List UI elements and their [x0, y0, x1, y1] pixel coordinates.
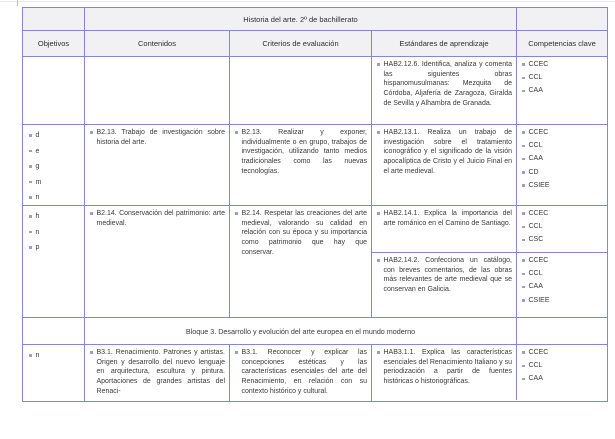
estandar [376, 60, 512, 109]
estandares-competencias-group [372, 125, 607, 205]
bullet-icon [377, 351, 380, 354]
competencia [521, 269, 603, 279]
section-title: Bloque 3. Desarrollo y evolución del arte europea en el mundo moderno [85, 318, 517, 344]
contenidos [89, 128, 225, 147]
competencia-text: CAA [528, 155, 543, 163]
objetivos-cell [23, 57, 85, 124]
bullet-icon [522, 131, 525, 134]
competencia [521, 209, 603, 219]
title-row-empty-left [23, 8, 85, 30]
objetivos-cell [23, 206, 85, 317]
competencia-text: CCEC [528, 129, 549, 136]
bullet-icon [522, 259, 525, 262]
section-row-empty-left [23, 318, 85, 344]
bullet-icon [522, 212, 525, 215]
objetivos [28, 131, 80, 141]
col-header-objetivos: Objetivos [23, 31, 85, 56]
objetivos-cell [23, 345, 85, 401]
contenidos-cell [85, 206, 230, 317]
competencia [521, 73, 603, 83]
table-title-row [23, 8, 607, 31]
bullet-icon [90, 212, 93, 215]
criterios-text: B2.14. Respetar las creaciones del arte medieval, valorando su calidad en relación con su época y su importancia como patrimonio que hay que conservar. [241, 210, 367, 256]
estandar-cell [372, 57, 517, 124]
estandar-cell [372, 345, 517, 400]
competencia [521, 374, 603, 384]
competencia-text: CCL [528, 270, 543, 278]
bullet-icon [29, 134, 32, 137]
contenidos [89, 348, 225, 397]
bullet-icon [29, 150, 32, 153]
estandar-subrow [372, 253, 607, 317]
objetivos-text: g [35, 163, 40, 170]
competencias-cell [517, 345, 607, 400]
objetivos [28, 162, 80, 172]
competencia-text: CD [528, 168, 539, 176]
estandares-competencias-group [372, 345, 607, 401]
bullet-icon [29, 354, 32, 357]
competencia-text: CAA [528, 283, 543, 291]
bullet-icon [522, 158, 525, 161]
bullet-icon [522, 171, 525, 174]
estandar-subrow [372, 125, 607, 205]
bullet-icon [235, 351, 238, 354]
competencia [521, 222, 603, 232]
col-header-estandares: Estándares de aprendizaje [372, 31, 517, 56]
competencia-text: CCL [528, 362, 543, 370]
competencia [521, 256, 603, 266]
objetivos [28, 243, 80, 253]
estandar [376, 128, 512, 177]
bullet-icon [522, 351, 525, 354]
estandares-competencias-group [372, 57, 607, 124]
bullet-icon [90, 351, 93, 354]
estandar-subrow [372, 345, 607, 400]
objetivos [28, 212, 80, 222]
bullet-icon [377, 259, 380, 262]
competencia-text: CSIEE [528, 296, 550, 304]
objetivos [28, 228, 80, 238]
estandar [376, 348, 512, 387]
bullet-icon [235, 131, 238, 134]
competencia [521, 168, 603, 178]
bullet-icon [29, 215, 32, 218]
col-header-contenidos: Contenidos [85, 31, 230, 56]
criterios-cell [230, 345, 372, 401]
competencia [521, 282, 603, 292]
col-header-criterios: Criterios de evaluación [230, 31, 372, 56]
bullet-icon [522, 299, 525, 302]
criterios-text: B2.13. Realizar y exponer, individualmente o en grupo, trabajos de investigación, utilizando tanto medios tradicionales como las nuevas tecnologías. [241, 129, 367, 175]
competencia [521, 141, 603, 151]
bullet-icon [522, 63, 525, 66]
estandar [376, 209, 512, 228]
competencia-text: CCEC [528, 257, 549, 264]
criterios-text: B3.1. Reconocer y explicar las concepciones estéticas y las características esenciales del arte del Renacimiento, en relación con su contexto histórico y cultural. [241, 349, 367, 395]
bullet-icon [29, 196, 32, 199]
estandar-cell [372, 253, 517, 317]
table-row [23, 57, 607, 125]
objetivos-text: h [35, 213, 40, 220]
bullet-icon [522, 77, 525, 80]
competencia-text: CCL [528, 74, 543, 82]
estandar-text: HAB2.12.6. Identifica, analiza y comenta las siguientes obras hispanomusulmanas: Mezquita de Córdoba, Aljafería de Zaragoza, Giralda de Sevilla y Alhambra de Granada. [383, 61, 512, 107]
bullet-icon [522, 90, 525, 93]
bullet-icon [522, 145, 525, 148]
competencia-text: CSIEE [528, 181, 550, 189]
objetivos [28, 147, 80, 157]
estandar-text: HAB2.14.1. Explica la importancia del arte románico en el Camino de Santiago. [383, 210, 512, 227]
bullet-icon [235, 212, 238, 215]
criterios-cell [230, 206, 372, 317]
criterios-cell [230, 57, 372, 124]
bullet-icon [90, 131, 93, 134]
competencia-text: CCL [528, 142, 543, 150]
estandar-cell [372, 125, 517, 205]
competencia-text: CCEC [528, 210, 549, 217]
objetivos-text: p [35, 244, 40, 251]
objetivos-cell [23, 125, 85, 205]
criterios [234, 209, 367, 258]
bullet-icon [29, 181, 32, 184]
estandar-text: HAB2.13.1. Realiza un trabajo de investigación sobre el tratamiento iconográfico y el significado de la visión apocalíptica de Cristo y el Juicio Final en el arte medieval. [383, 129, 512, 175]
bullet-icon [377, 131, 380, 134]
title-row-empty-right [517, 8, 607, 30]
curriculum-table [22, 7, 608, 402]
competencia [521, 361, 603, 371]
competencia [521, 154, 603, 164]
page-top-rule [0, 1, 615, 2]
bullet-icon [377, 212, 380, 215]
section-row-empty-right [517, 318, 607, 344]
contenidos-cell [85, 345, 230, 401]
objetivos [28, 178, 80, 188]
column-header-row [23, 31, 607, 57]
competencia [521, 86, 603, 96]
competencia-text: CCL [528, 223, 543, 231]
bullet-icon [29, 231, 32, 234]
objetivos-text: n [35, 194, 40, 201]
competencia-text: CSC [528, 236, 544, 244]
bullet-icon [522, 184, 525, 187]
competencia [521, 296, 603, 306]
competencia [521, 348, 603, 358]
objetivos-text: d [35, 132, 40, 139]
bullet-icon [377, 63, 380, 66]
objetivos [28, 193, 80, 203]
competencias-cell [517, 253, 607, 317]
bullet-icon [522, 226, 525, 229]
estandar-text: HAB3.1.1. Explica las características esenciales del Renacimiento Italiano y su periodización a partir de fuentes históricas o historiográficas. [383, 349, 512, 386]
contenidos-text: B2.14. Conservación del patrimonio: arte medieval. [96, 210, 225, 227]
bullet-icon [522, 286, 525, 289]
estandar-text: HAB2.14.2. Confecciona un catálogo, con breves comentarios, de las obras más relevantes de arte medieval que se conservan en Galicia. [383, 257, 512, 294]
col-header-competencias: Competencias clave [517, 31, 607, 56]
objetivos-text: e [35, 147, 40, 155]
contenidos-text: B3.1. Renacimiento. Patrones y artistas. Origen y desarrollo del nuevo lenguaje en arquitectura, escultura y pintura. Aportaciones de grandes artistas del Renaci- [96, 349, 225, 395]
table-row [23, 206, 607, 318]
objetivos-text: n [35, 228, 40, 236]
table-title: Historia del arte. 2º de bachillerato [85, 8, 517, 30]
contenidos-cell [85, 57, 230, 124]
estandar-subrow [372, 206, 607, 253]
competencia-text: CCEC [528, 349, 549, 356]
objetivos-text: n [35, 352, 40, 359]
competencia-text: CAA [528, 375, 543, 383]
objetivos [28, 351, 80, 361]
competencias-cell [517, 57, 607, 124]
competencias-cell [517, 125, 607, 205]
contenidos [89, 209, 225, 228]
table-body [23, 57, 607, 401]
table-row [23, 125, 607, 206]
competencia [521, 235, 603, 245]
criterios-cell [230, 125, 372, 205]
contenidos-text: B2.13. Trabajo de investigación sobre historia del arte. [96, 129, 225, 146]
criterios [234, 348, 367, 397]
bullet-icon [522, 365, 525, 368]
bullet-icon [29, 246, 32, 249]
contenidos-cell [85, 125, 230, 205]
estandar-cell [372, 206, 517, 252]
competencia [521, 60, 603, 70]
objetivos-text: m [35, 178, 42, 186]
bullet-icon [522, 273, 525, 276]
competencia [521, 181, 603, 191]
competencia-text: CCEC [528, 61, 549, 68]
competencia-text: CAA [528, 87, 543, 95]
criterios [234, 128, 367, 177]
competencias-cell [517, 206, 607, 252]
estandar [376, 256, 512, 295]
table-row [23, 345, 607, 401]
bullet-icon [522, 378, 525, 381]
table-row [23, 318, 607, 345]
bullet-icon [522, 239, 525, 242]
bullet-icon [29, 165, 32, 168]
estandares-competencias-group [372, 206, 607, 317]
competencia [521, 128, 603, 138]
estandar-subrow [372, 57, 607, 124]
crop-mark [17, 0, 18, 6]
